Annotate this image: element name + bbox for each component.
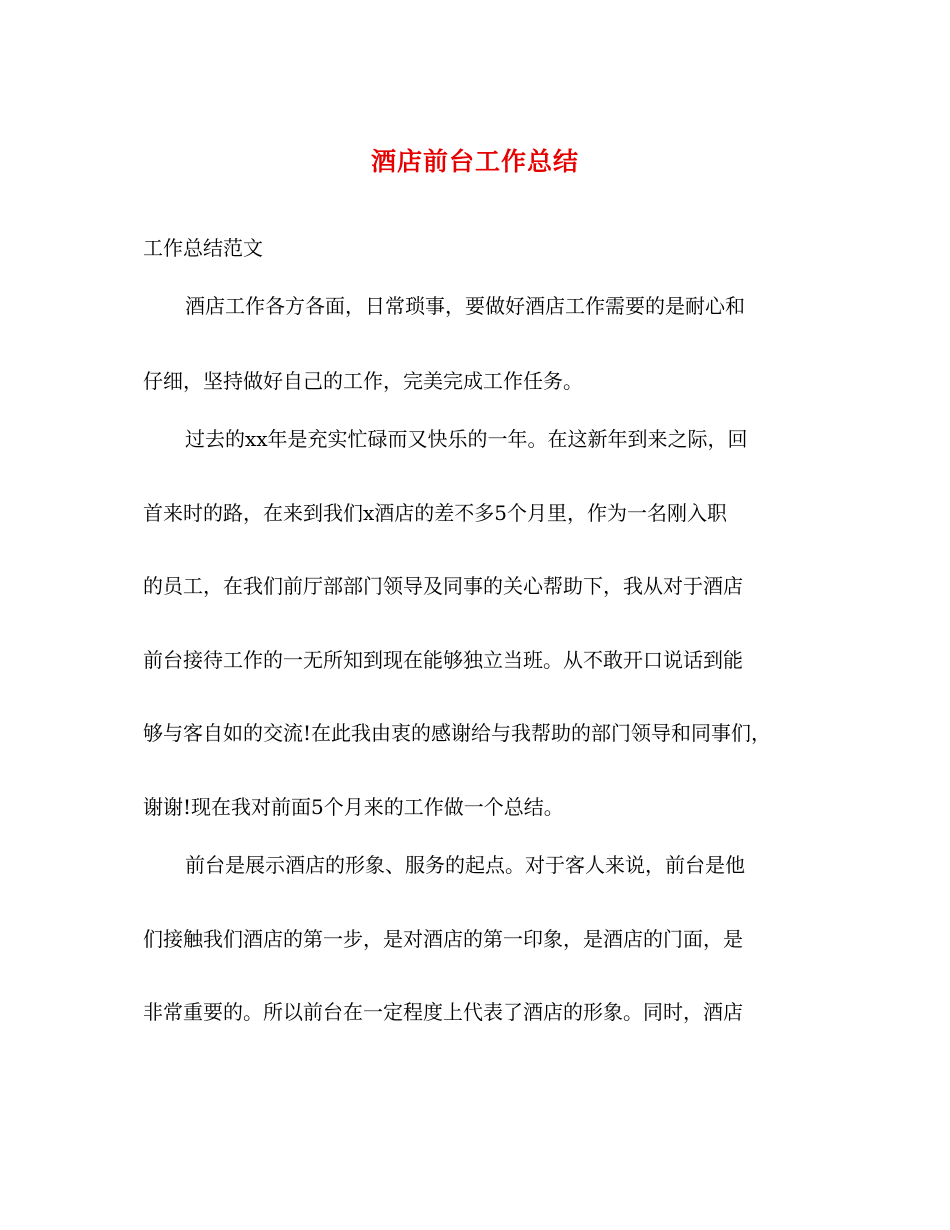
paragraph-line: 首来时的路，在来到我们x酒店的差不多5个月里，作为一名刚入职: [143, 501, 728, 525]
document-subtitle: 工作总结范文: [143, 236, 263, 260]
paragraph-line: 的员工，在我们前厅部部门领导及同事的关心帮助下，我从对于酒店: [143, 574, 743, 598]
paragraph-line: 够与客自如的交流!在此我由衷的感谢给与我帮助的部门领导和同事们，: [143, 721, 772, 745]
paragraph-line: 前台接待工作的一无所知到现在能够独立当班。从不敢开口说话到能: [143, 648, 743, 672]
paragraph-line: 仔细，坚持做好自己的工作，完美完成工作任务。: [143, 369, 583, 393]
paragraph-line: 们接触我们酒店的第一步，是对酒店的第一印象，是酒店的门面，是: [143, 927, 743, 951]
paragraph-line: 谢谢!现在我对前面5个月来的工作做一个总结。: [143, 795, 564, 819]
paragraph-line: 非常重要的。所以前台在一定程度上代表了酒店的形象。同时，酒店: [143, 1000, 743, 1024]
paragraph-line: 过去的xx年是充实忙碌而又快乐的一年。在这新年到来之际，回: [185, 427, 748, 451]
paragraph-line: 前台是展示酒店的形象、服务的起点。对于客人来说，前台是他: [185, 853, 745, 877]
paragraph-line: 酒店工作各方各面，日常琐事，要做好酒店工作需要的是耐心和: [185, 294, 745, 318]
document-title: 酒店前台工作总结: [370, 147, 579, 176]
